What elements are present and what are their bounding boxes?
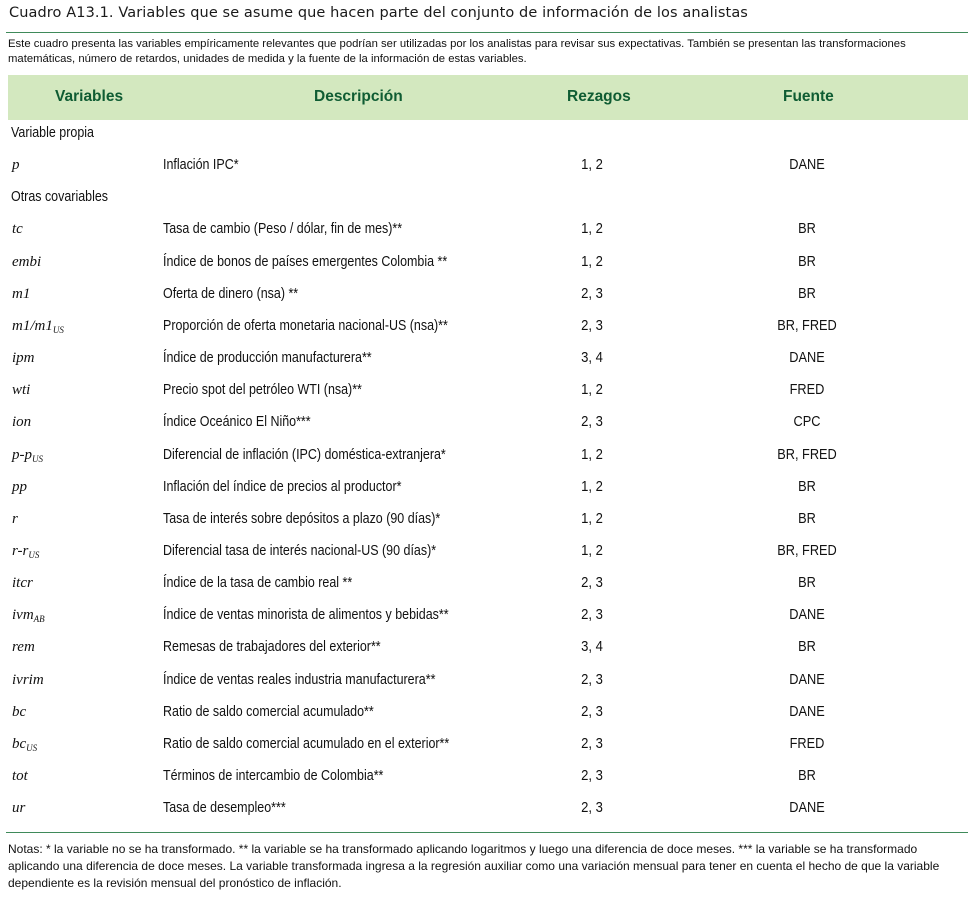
fuente-cell: DANE [789, 703, 825, 720]
rezagos-cell: 2, 3 [581, 735, 603, 752]
table-row [0, 603, 973, 633]
rezagos-cell: 1, 2 [581, 157, 603, 174]
variable-cell [12, 800, 25, 817]
table-notes: Notas: * la variable no se ha transformado. ** la variable se ha transformado aplicando logaritmos y luego una diferencia de doce meses. *** la variable se ha transformado aplicando una diferencia de doce meses. La variable transformada ingresa a la regresión auxiliar como una variación mensual para tener en cuenta el hecho de que la variable dependiente es la revisión mensual del pronóstico de inflación. [8, 842, 940, 890]
variable-cell [12, 672, 44, 689]
rezagos-cell: 2, 3 [581, 317, 603, 334]
rezagos-cell: 1, 2 [581, 253, 603, 270]
variable-symbol: m1 [12, 285, 31, 302]
rezagos-cell: 3, 4 [581, 639, 603, 656]
description-cell: Índice de ventas reales industria manufacturera** [163, 671, 436, 688]
table-row [0, 153, 973, 183]
variable-subscript: US [28, 549, 40, 560]
variable-symbol: r [12, 510, 18, 527]
variable-symbol: m1/m1 [12, 317, 53, 334]
variable-symbol: ion [12, 414, 32, 431]
rezagos-cell: 2, 3 [581, 671, 603, 688]
header-variables: Variables [55, 88, 124, 105]
description-cell: Tasa de desempleo*** [163, 800, 286, 817]
table-row [0, 668, 973, 698]
description-cell: Índice de la tasa de cambio real ** [163, 575, 353, 592]
variable-cell [12, 157, 20, 174]
variable-symbol: tot [12, 768, 28, 784]
fuente-cell: DANE [789, 607, 825, 624]
variable-cell [12, 575, 33, 592]
variable-subscript: US [26, 742, 38, 753]
description-cell: Diferencial de inflación (IPC) doméstica-extranjera* [163, 446, 446, 463]
fuente-cell: BR [798, 285, 816, 302]
variable-subscript: AB [33, 614, 45, 625]
variable-cell [12, 318, 64, 335]
description-cell: Inflación IPC* [163, 157, 239, 174]
table-row [0, 764, 973, 794]
variable-cell [12, 382, 30, 399]
table-title: Cuadro A13.1. Variables que se asume que hacen parte del conjunto de información de los analistas [9, 5, 748, 21]
header-descripcion: Descripción [314, 88, 403, 105]
table-row [0, 700, 973, 730]
table-row [0, 507, 973, 537]
variable-symbol: embi [12, 253, 42, 270]
table-row [0, 282, 973, 312]
description-cell: Tasa de interés sobre depósitos a plazo (90 días)* [163, 510, 441, 527]
table-row [0, 314, 973, 344]
description-cell: Diferencial tasa de interés nacional-US (90 días)* [163, 542, 437, 559]
fuente-cell: DANE [789, 800, 825, 817]
variable-cell [12, 639, 35, 656]
fuente-cell: BR [798, 510, 816, 527]
variable-cell [12, 768, 28, 785]
variable-cell [12, 736, 37, 753]
fuente-cell: BR [798, 575, 816, 592]
table-row [0, 571, 973, 601]
fuente-cell: BR, FRED [777, 317, 837, 334]
variable-symbol: ipm [12, 350, 35, 367]
fuente-cell: DANE [789, 671, 825, 688]
variable-subscript: US [52, 324, 64, 335]
variable-symbol: tc [12, 221, 23, 238]
description-cell: Inflación del índice de precios al productor* [163, 478, 402, 495]
table-row [0, 250, 973, 280]
variable-cell [12, 286, 30, 303]
description-cell: Oferta de dinero (nsa) ** [163, 285, 299, 302]
table-row [0, 635, 973, 665]
description-cell: Índice de producción manufacturera** [163, 350, 372, 367]
variable-cell [12, 511, 18, 528]
fuente-cell: DANE [789, 350, 825, 367]
rezagos-cell: 1, 2 [581, 221, 603, 238]
variable-cell [12, 704, 26, 721]
fuente-cell: FRED [789, 382, 825, 399]
variable-cell [12, 479, 27, 496]
fuente-cell: FRED [789, 735, 825, 752]
header-fuente: Fuente [783, 88, 834, 105]
rezagos-cell: 2, 3 [581, 607, 603, 624]
fuente-cell: BR [798, 253, 816, 270]
variable-symbol: bc [12, 735, 27, 752]
variable-symbol: p [12, 157, 20, 174]
variable-symbol: p-p [12, 446, 32, 463]
table-row [0, 217, 973, 247]
variable-symbol: rem [12, 639, 35, 656]
variable-symbol: r-r [12, 542, 29, 559]
section-label [0, 121, 973, 151]
section-label-text: Otras covariables [11, 189, 109, 206]
section-label [0, 185, 973, 215]
description-cell: Índice de ventas minorista de alimentos y bebidas** [163, 607, 449, 624]
description-cell: Ratio de saldo comercial acumulado** [163, 703, 374, 720]
variable-cell [12, 254, 41, 271]
description-cell: Remesas de trabajadores del exterior** [163, 639, 381, 656]
table-row [0, 475, 973, 505]
variable-symbol: ur [12, 800, 26, 817]
variable-subscript: US [32, 453, 43, 464]
rezagos-cell: 1, 2 [581, 382, 603, 399]
table-row [0, 732, 973, 762]
variable-symbol: wti [12, 382, 31, 399]
fuente-cell: BR, FRED [777, 542, 837, 559]
variable-cell [12, 221, 23, 238]
section-label-text: Variable propia [11, 125, 94, 141]
description-cell: Índice de bonos de países emergentes Colombia ** [163, 253, 448, 270]
rezagos-cell: 2, 3 [581, 414, 603, 431]
rezagos-cell: 1, 2 [581, 446, 603, 463]
table-row [0, 443, 973, 473]
description-cell: Precio spot del petróleo WTI (nsa)** [163, 382, 362, 399]
description-cell: Tasa de cambio (Peso / dólar, fin de mes)** [163, 221, 403, 238]
table-row [0, 410, 973, 440]
header-rezagos: Rezagos [567, 88, 631, 105]
variable-cell [12, 607, 45, 624]
rezagos-cell: 2, 3 [581, 285, 603, 302]
bottom-rule [6, 832, 968, 833]
rezagos-cell: 2, 3 [581, 703, 603, 720]
variable-symbol: pp [12, 478, 27, 495]
description-cell: Términos de intercambio de Colombia** [163, 768, 384, 784]
rezagos-cell: 1, 2 [581, 478, 603, 495]
fuente-cell: BR [798, 221, 816, 238]
table-row [0, 796, 973, 826]
description-cell: Proporción de oferta monetaria nacional-US (nsa)** [163, 317, 448, 334]
variable-symbol: bc [12, 703, 27, 720]
variable-cell [12, 543, 39, 560]
fuente-cell: BR [798, 768, 816, 784]
fuente-cell: BR [798, 639, 816, 656]
fuente-cell: CPC [793, 414, 821, 431]
description-cell: Índice Oceánico El Niño*** [163, 414, 311, 431]
variable-symbol: itcr [12, 575, 33, 592]
rezagos-cell: 2, 3 [581, 768, 603, 784]
rezagos-cell: 2, 3 [581, 575, 603, 592]
rezagos-cell: 2, 3 [581, 800, 603, 817]
description-cell: Ratio de saldo comercial acumulado en el exterior** [163, 735, 450, 752]
table-header [8, 75, 968, 120]
rezagos-cell: 1, 2 [581, 510, 603, 527]
table-row [0, 378, 973, 408]
fuente-cell: BR [798, 478, 816, 495]
table-intro: Este cuadro presenta las variables empíricamente relevantes que podrían ser utilizadas por los analistas para revisar sus expectativas. También se presentan las transformaciones matemáticas, número de retardos, unidades de medida y la fuente de la información de estas variables. [8, 38, 906, 65]
fuente-cell: DANE [789, 157, 825, 174]
variable-symbol: ivm [12, 607, 34, 624]
variable-cell [12, 447, 43, 464]
variable-cell [12, 414, 31, 431]
title-rule [6, 32, 968, 33]
table-row [0, 346, 973, 376]
variable-symbol: ivrim [12, 671, 44, 688]
rezagos-cell: 3, 4 [581, 350, 603, 367]
table-row [0, 539, 973, 569]
rezagos-cell: 1, 2 [581, 542, 603, 559]
fuente-cell: BR, FRED [777, 446, 837, 463]
variable-cell [12, 350, 35, 367]
